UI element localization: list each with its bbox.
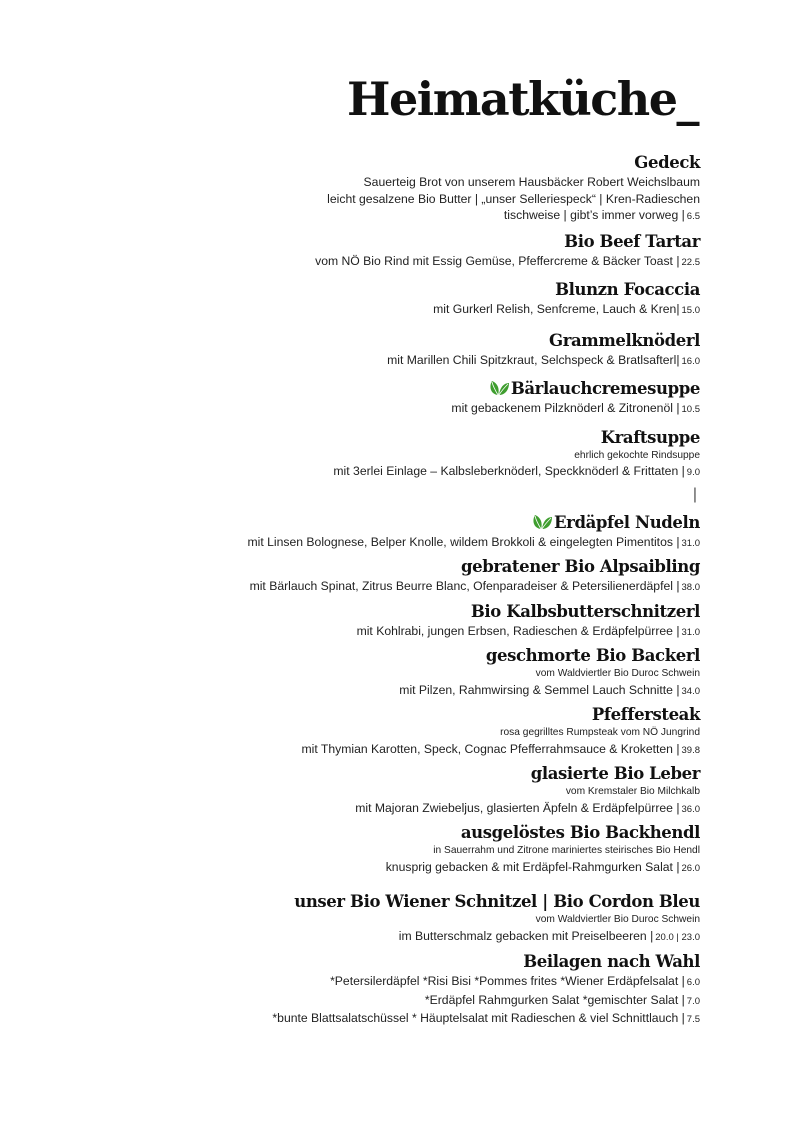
item-subtitle: rosa gegrilltes Rumpsteak vom NÖ Jungrind — [500, 727, 700, 738]
item-name: glasierte Bio Leber — [530, 764, 700, 783]
menu-item-backhendl — [60, 822, 700, 877]
item-description: vom NÖ Bio Rind mit Essig Gemüse, Pfeffercreme & Bäcker Toast | 22.5 — [315, 253, 700, 268]
page-title: Heimatküche_ — [347, 72, 698, 126]
item-subtitle: vom Waldviertler Bio Duroc Schwein — [535, 668, 700, 679]
item-description: leicht gesalzene Bio Butter | „unser Selleriespeck“ | Kren-Radieschen — [327, 191, 700, 206]
item-name: Erdäpfel Nudeln — [553, 512, 700, 532]
item-price: 7.0 — [686, 995, 700, 1007]
item-description: im Butterschmalz gebacken mit Preiselbeeren | 20.0 | 23.0 — [398, 928, 700, 943]
item-price: 31.0 — [681, 626, 700, 638]
menu-item-bio-leber — [60, 763, 700, 818]
section-divider: | — [692, 485, 697, 503]
item-description: Sauerteig Brot von unserem Hausbäcker Robert Weichslbaum — [363, 175, 700, 189]
item-description: mit Kohlrabi, jungen Erbsen, Radieschen & Erdäpfelpürree | 31.0 — [356, 623, 700, 638]
item-name: Bio Kalbsbutterschnitzerl — [470, 601, 700, 621]
item-name: geschmorte Bio Backerl — [485, 646, 700, 665]
item-price: 10.5 — [681, 404, 700, 415]
item-description: mit Thymian Karotten, Speck, Cognac Pfefferrahmsauce & Kroketten | 39.8 — [301, 741, 700, 756]
item-name: Kraftsuppe — [600, 427, 700, 447]
item-name: Gedeck — [634, 153, 700, 172]
item-price: 16.0 — [681, 355, 700, 367]
item-price: 39.8 — [681, 744, 700, 756]
item-description: tischweise | gibt’s immer vorweg | 6.5 — [503, 208, 700, 222]
item-price: 31.0 — [681, 537, 700, 549]
menu-item-beef-tartar — [60, 231, 700, 272]
item-price: 20.0 | 23.0 — [655, 931, 700, 943]
vegan-leaf-icon — [488, 380, 510, 396]
item-name: unser Bio Wiener Schnitzel | Bio Cordon Bleu — [294, 892, 700, 911]
item-price: 26.0 — [681, 862, 700, 874]
item-price: 15.0 — [681, 305, 700, 316]
item-description: mit Linsen Bolognese, Belper Knolle, wildem Brokkoli & eingelegten Pimentitos | 31.0 — [247, 534, 700, 549]
item-subtitle: ehrlich gekochte Rindsuppe — [574, 449, 700, 461]
menu-item-baerlauchcremesuppe — [60, 378, 700, 419]
menu-item-blunzn-focaccia — [60, 279, 700, 320]
item-name: Grammelknöderl — [549, 330, 700, 350]
vegan-leaf-icon — [531, 514, 553, 530]
item-description: mit Majoran Zwiebeljus, glasierten Äpfeln & Erdäpfelpürree | 36.0 — [355, 800, 700, 815]
item-description: *Petersilerdäpfel *Risi Bisi *Pommes frites *Wiener Erdäpfelsalat | 6.0 — [330, 974, 700, 988]
item-name: Bärlauchcremesuppe — [510, 379, 700, 398]
item-price: 38.0 — [681, 582, 700, 593]
item-subtitle: in Sauerrahm und Zitrone mariniertes steirisches Bio Hendl — [433, 845, 700, 856]
menu-item-kraftsuppe — [60, 427, 700, 482]
menu-item-kalbsbutterschnitzerl — [60, 601, 700, 642]
menu-item-pfeffersteak — [60, 704, 700, 759]
item-description: mit Pilzen, Rahmwirsing & Semmel Lauch Schnitte | 34.0 — [399, 682, 700, 697]
item-price: 6.0 — [686, 977, 700, 988]
menu-item-bio-backerl — [60, 645, 700, 700]
item-name: Pfeffersteak — [591, 705, 700, 724]
item-name: gebratener Bio Alpsaibling — [460, 557, 700, 576]
item-price: 7.5 — [686, 1014, 700, 1025]
item-description: mit Marillen Chili Spitzkraut, Selchspeck & Bratlsafterl| 16.0 — [387, 352, 700, 367]
menu-item-grammelknoederl — [60, 330, 700, 371]
item-description: mit Bärlauch Spinat, Zitrus Beurre Blanc, Ofenparadeiser & Petersilienerdäpfel | 38.0 — [249, 579, 700, 593]
item-description: mit 3erlei Einlage – Kalbsleberknöderl, Speckknöderl & Frittaten | 9.0 — [333, 464, 700, 478]
item-price: 36.0 — [681, 803, 700, 815]
item-name: Beilagen nach Wahl — [523, 952, 700, 971]
item-description: *Erdäpfel Rahmgurken Salat *gemischter Salat | 7.0 — [424, 992, 700, 1007]
item-subtitle: vom Waldviertler Bio Duroc Schwein — [535, 914, 700, 925]
item-subtitle: vom Kremstaler Bio Milchkalb — [565, 786, 700, 797]
item-price: 34.0 — [681, 685, 700, 697]
item-name: Blunzn Focaccia — [555, 280, 700, 299]
item-description: *bunte Blattsalatschüssel * Häuptelsalat mit Radieschen & viel Schnittlauch | 7.5 — [272, 1011, 700, 1025]
menu-item-gedeck — [60, 152, 700, 226]
menu-item-beilagen — [60, 951, 700, 1029]
menu-item-alpsaibling — [60, 556, 700, 597]
item-description: mit gebackenem Pilzknöderl & Zitronenöl | 10.5 — [451, 401, 700, 415]
item-name: ausgelöstes Bio Backhendl — [460, 823, 700, 842]
item-price: 9.0 — [686, 467, 700, 478]
menu-list — [60, 152, 700, 1029]
item-description: mit Gurkerl Relish, Senfcreme, Lauch & Kren| 15.0 — [433, 302, 700, 316]
menu-item-wiener-schnitzel — [60, 891, 700, 946]
menu-item-erdaepfel-nudeln — [60, 512, 700, 553]
item-price: 22.5 — [681, 256, 700, 268]
item-description: knusprig gebacken & mit Erdäpfel-Rahmgurken Salat | 26.0 — [385, 859, 700, 874]
item-price: 6.5 — [686, 211, 700, 222]
item-name: Bio Beef Tartar — [564, 231, 700, 251]
